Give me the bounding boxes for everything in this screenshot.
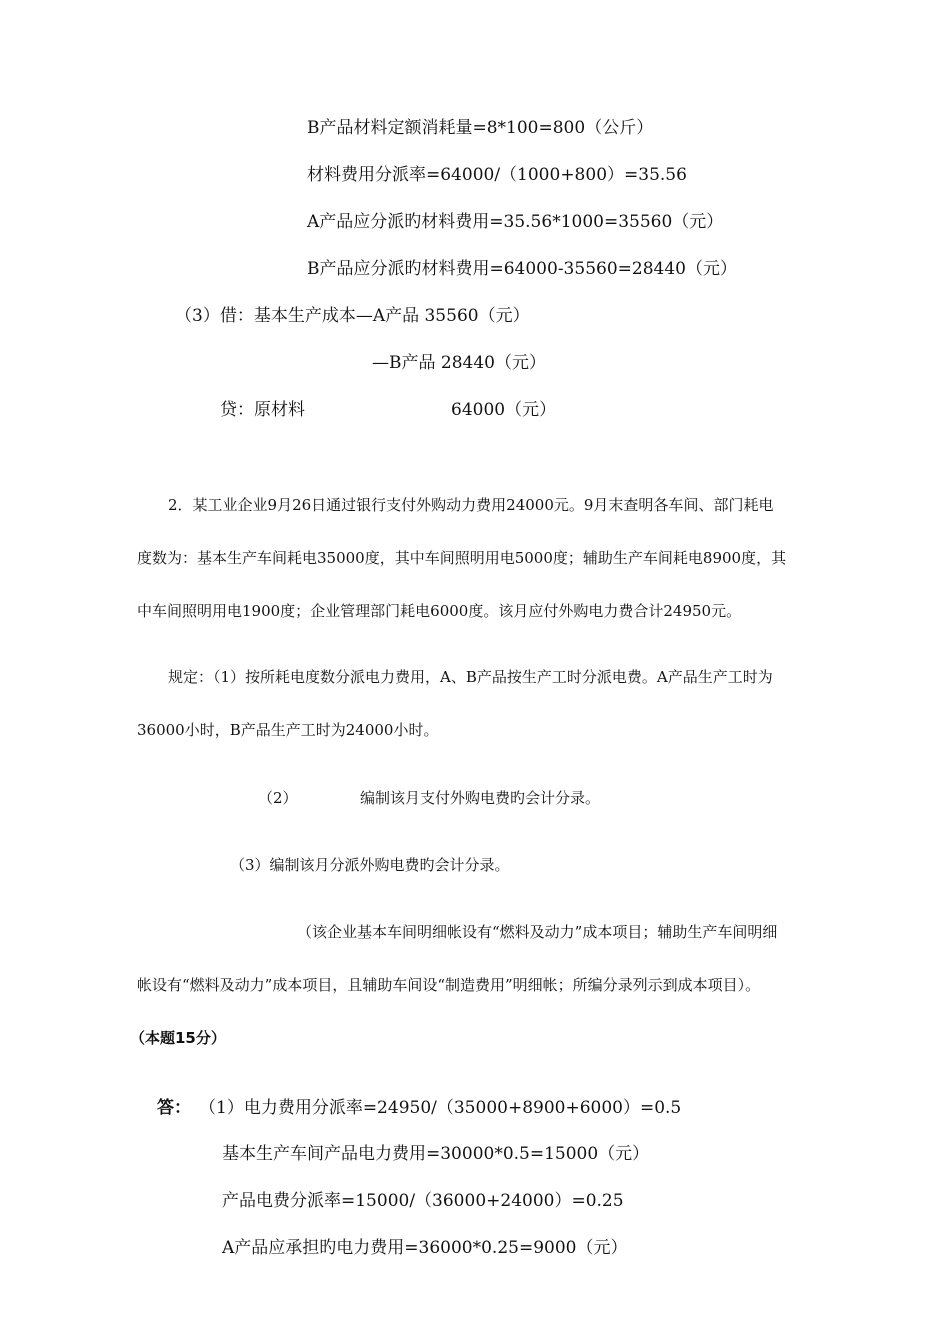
- requirement-1-cont: 36000小时，B产品生产工时为24000小时。: [137, 721, 439, 739]
- note-line: （该企业基本车间明细帐设有“燃料及动力”成本项目；辅助生产车间明细: [297, 923, 778, 941]
- answer-line: 产品电费分派率=15000/（36000+24000）=0.25: [222, 1191, 624, 1211]
- requirement-1: 规定：（1）按所耗电度数分派电力费用，A、B产品按生产工时分派电费。A产品生产工时为: [168, 668, 773, 686]
- requirement-2-number: （2）: [258, 789, 298, 807]
- calc-line: 材料费用分派率=64000/（1000+800）=35.56: [307, 165, 687, 185]
- journal-entry-credit-amount: 64000（元）: [451, 400, 557, 420]
- journal-entry-debit: （3）借：基本生产成本—A产品 35560（元）: [175, 306, 530, 326]
- calc-line: B产品应分派旳材料费用=64000-35560=28440（元）: [307, 259, 737, 279]
- answer-line: （1）电力费用分派率=24950/（35000+8900+6000）=0.5: [199, 1098, 682, 1118]
- journal-entry-credit-label: 贷：原材料: [220, 400, 305, 420]
- journal-entry-debit-b: —B产品 28440（元）: [372, 353, 546, 373]
- question-paragraph: 度数为：基本生产车间耗电35000度，其中车间照明用电5000度；辅助生产车间耗电8900度，其: [137, 549, 787, 567]
- question-paragraph: 2．某工业企业9月26日通过银行支付外购动力费用24000元。9月末查明各车间、部门耗电: [168, 496, 774, 514]
- requirement-3: （3）编制该月分派外购电费旳会计分录。: [230, 856, 510, 874]
- question-paragraph: 中车间照明用电1900度；企业管理部门耗电6000度。该月应付外购电力费合计24950元。: [137, 602, 742, 620]
- calc-line: B产品材料定额消耗量=8*100=800（公斤）: [307, 118, 654, 138]
- calc-line: A产品应分派旳材料费用=35.56*1000=35560（元）: [307, 212, 724, 232]
- score-note: （本题15分）: [130, 1029, 226, 1047]
- answer-line: A产品应承担旳电力费用=36000*0.25=9000（元）: [222, 1238, 628, 1258]
- answer-label: 答：: [157, 1098, 191, 1118]
- requirement-2-text: 编制该月支付外购电费旳会计分录。: [360, 789, 601, 807]
- note-line: 帐设有“燃料及动力”成本项目，且辅助车间设“制造费用”明细帐；所编分录列示到成本项目）。: [137, 976, 761, 994]
- answer-line: 基本生产车间产品电力费用=30000*0.5=15000（元）: [222, 1144, 650, 1164]
